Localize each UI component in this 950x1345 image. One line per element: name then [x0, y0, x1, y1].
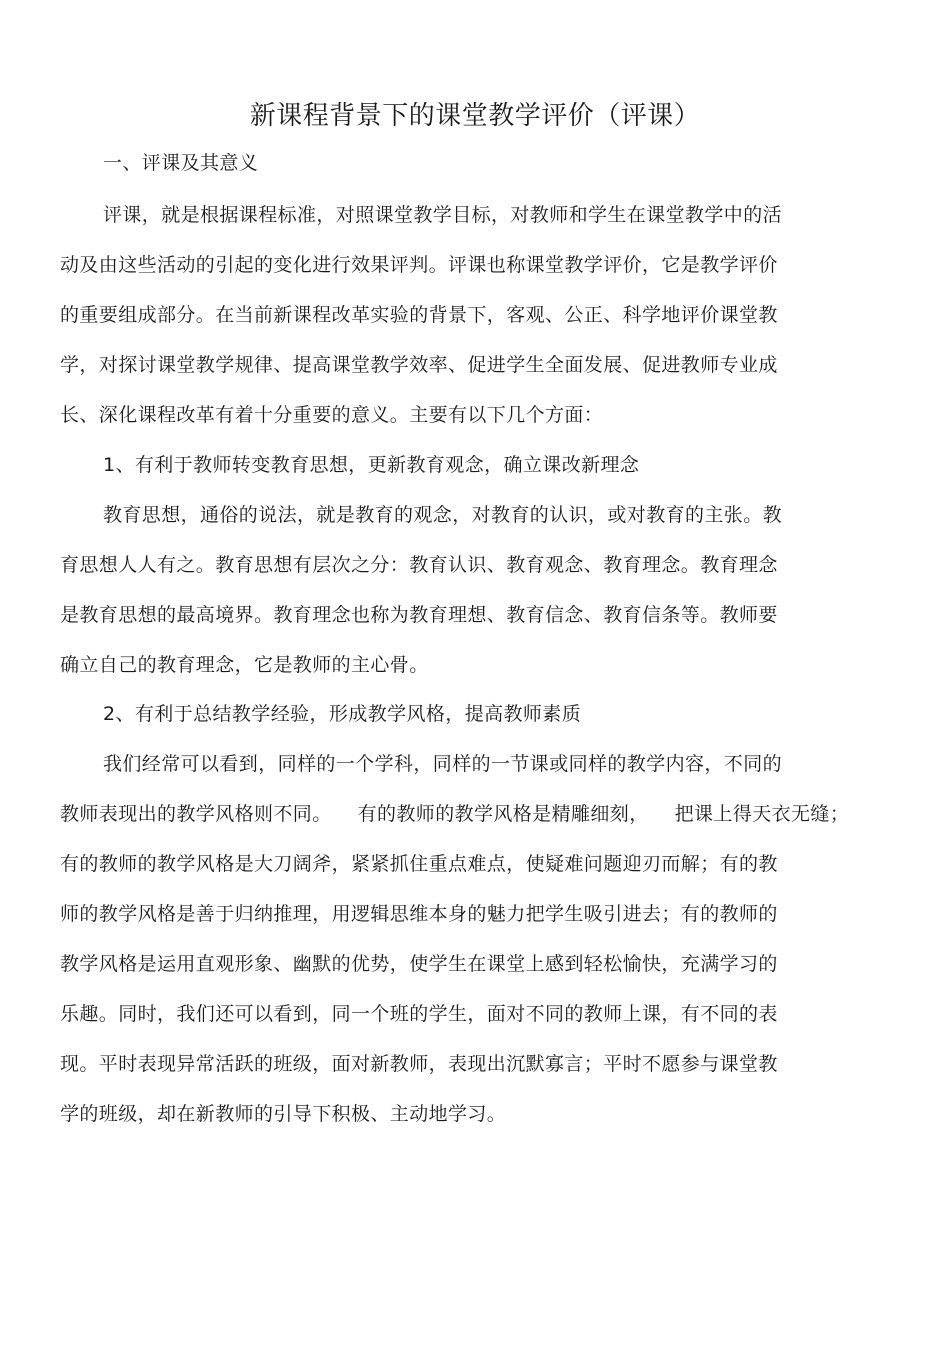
text-segment: 有的教师的教学风格是精雕细刻， — [357, 803, 649, 825]
paragraph-line: 教学风格是运用直观形象、幽默的优势，使学生在课堂上感到轻松愉快，充满学习的 — [60, 953, 778, 975]
text-segment: 把课上得天衣无缝； — [674, 803, 850, 825]
paragraph-line: 我们经常可以看到，同样的一个学科，同样的一节课或同样的教学内容，不同的 — [103, 753, 783, 775]
paragraph-line: 评课，就是根据课程标准，对照课堂教学目标，对教师和学生在课堂教学中的活 — [103, 204, 783, 226]
paragraph-line: 现。平时表现异常活跃的班级，面对新教师，表现出沉默寡言；平时不愿参与课堂教 — [60, 1053, 778, 1075]
paragraph-line: 学，对探讨课堂教学规律、提高课堂教学效率、促进学生全面发展、促进教师专业成 — [60, 354, 778, 376]
paragraph-line — [60, 799, 849, 829]
paragraph-line: 有的教师的教学风格是大刀阔斧，紧紧抓住重点难点，使疑难问题迎刃而解；有的教 — [60, 853, 778, 875]
paragraph-line: 是教育思想的最高境界。教育理念也称为教育理想、教育信念、教育信条等。教师要 — [60, 604, 778, 626]
paragraph-line: 动及由这些活动的引起的变化进行效果评判。评课也称课堂教学评价，它是教学评价 — [60, 254, 778, 276]
paragraph-line: 师的教学风格是善于归纳推理，用逻辑思维本身的魅力把学生吸引进去；有的教师的 — [60, 903, 778, 925]
paragraph-line: 的重要组成部分。在当前新课程改革实验的背景下，客观、公正、科学地评价课堂教 — [60, 304, 778, 326]
paragraph-line: 学的班级，却在新教师的引导下积极、主动地学习。 — [60, 1103, 507, 1125]
section-heading: 一、评课及其意义 — [103, 152, 259, 174]
text-segment: 教师表现出的教学风格则不同。 — [60, 803, 332, 825]
document-title: 新课程背景下的课堂教学评价（评课） — [249, 101, 701, 131]
paragraph-line: 长、深化课程改革有着十分重要的意义。主要有以下几个方面： — [60, 404, 604, 426]
paragraph-line: 乐趣。同时，我们还可以看到，同一个班的学生，面对不同的教师上课，有不同的表 — [60, 1003, 778, 1025]
point-heading: 2、有利于总结教学经验，形成教学风格，提高教师素质 — [103, 703, 582, 725]
paragraph-line: 育思想人人有之。教育思想有层次之分：教育认识、教育观念、教育理念。教育理念 — [60, 554, 778, 576]
point-heading: 1、有利于教师转变教育思想，更新教育观念，确立课改新理念 — [103, 454, 640, 476]
paragraph-line: 教育思想，通俗的说法，就是教育的观念，对教育的认识，或对教育的主张。教 — [103, 504, 783, 526]
paragraph-line: 确立自己的教育理念，它是教师的主心骨。 — [60, 654, 429, 676]
